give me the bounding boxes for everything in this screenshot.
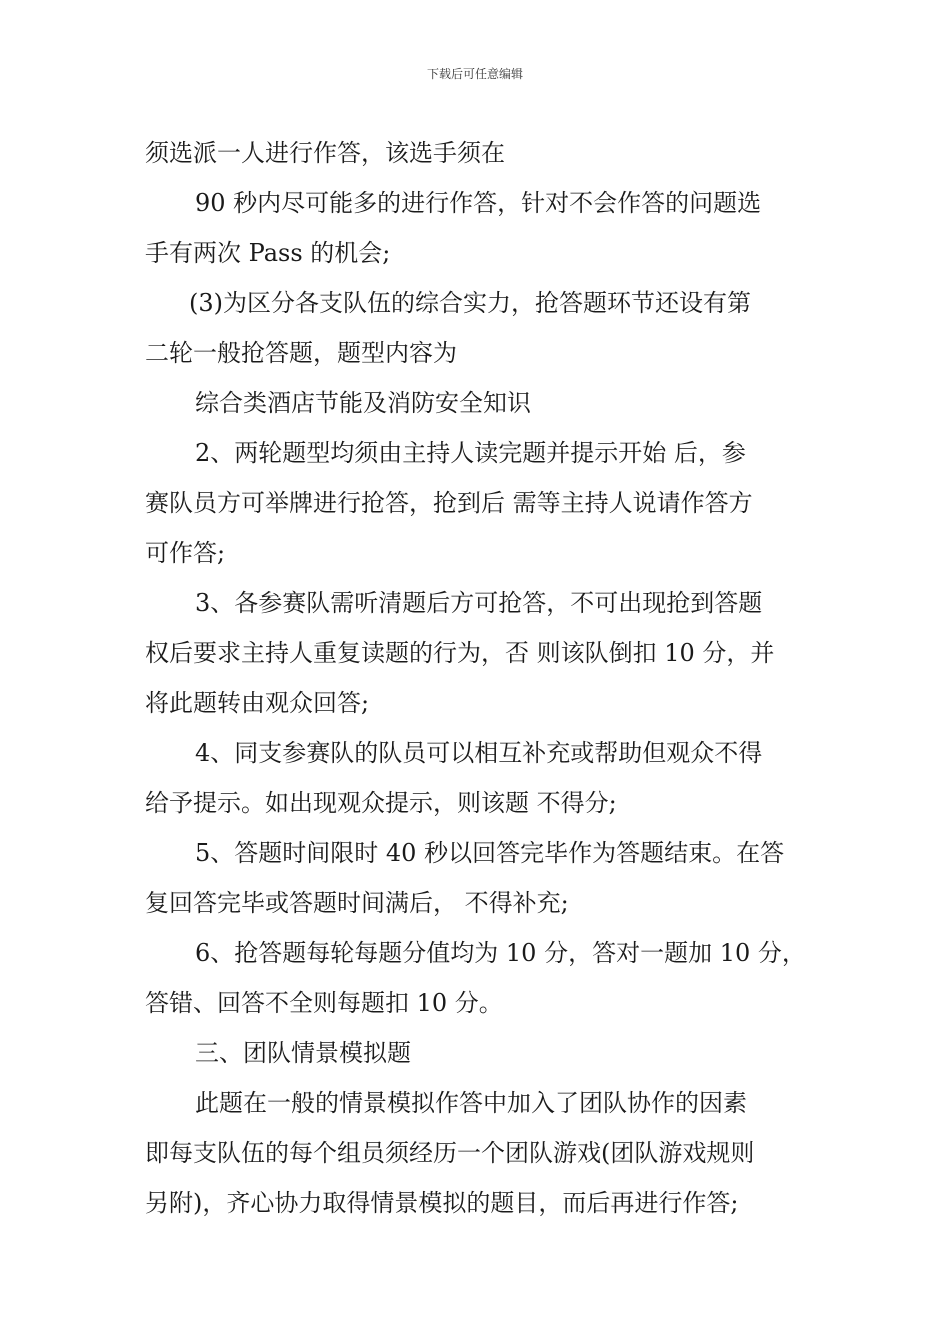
text-line: 复回答完毕或答题时间满后， 不得补充; — [145, 889, 569, 917]
text-line: 90 秒内尽可能多的进行作答，针对不会作答的问题选 — [195, 189, 762, 217]
text-line: (3)为区分各支队伍的综合实力，抢答题环节还设有第 — [189, 289, 751, 317]
text-line: 二轮一般抢答题，题型内容为 — [145, 339, 457, 367]
text-line: 2、两轮题型均须由主持人读完题并提示开始 后，参 — [195, 439, 746, 467]
text-line: 此题在一般的情景模拟作答中加入了团队协作的因素 — [195, 1089, 747, 1117]
text-line: 3、各参赛队需听清题后方可抢答，不可出现抢到答题 — [195, 589, 763, 617]
text-line: 可作答; — [145, 539, 226, 567]
text-line: 答错、回答不全则每题扣 10 分。 — [145, 989, 503, 1017]
text-line: 4、同支参赛队的队员可以相互补充或帮助但观众不得 — [195, 739, 763, 767]
text-line: 将此题转由观众回答; — [145, 689, 370, 717]
text-line: 综合类酒店节能及消防安全知识 — [195, 389, 531, 417]
text-line: 即每支队伍的每个组员须经历一个团队游戏(团队游戏规则 — [145, 1139, 755, 1167]
document-body — [145, 128, 815, 1228]
text-line: 另附)，齐心协力取得情景模拟的题目，而后再进行作答; — [145, 1189, 739, 1217]
page-header: 下载后可任意编辑 — [426, 67, 523, 81]
text-line: 权后要求主持人重复读题的行为，否 则该队倒扣 10 分，并 — [145, 639, 775, 667]
text-line: 手有两次 Pass 的机会; — [145, 239, 391, 267]
text-line: 5、答题时间限时 40 秒以回答完毕作为答题结束。在答 — [195, 839, 785, 867]
text-line: 给予提示。如出现观众提示，则该题 不得分; — [145, 789, 617, 817]
text-line: 须选派一人进行作答，该选手须在 — [145, 139, 505, 167]
text-line: 6、抢答题每轮每题分值均为 10 分，答对一题加 10 分， — [195, 939, 806, 967]
text-line: 赛队员方可举牌进行抢答，抢到后 需等主持人说请作答方 — [145, 489, 753, 517]
section-heading: 三、团队情景模拟题 — [195, 1039, 411, 1067]
